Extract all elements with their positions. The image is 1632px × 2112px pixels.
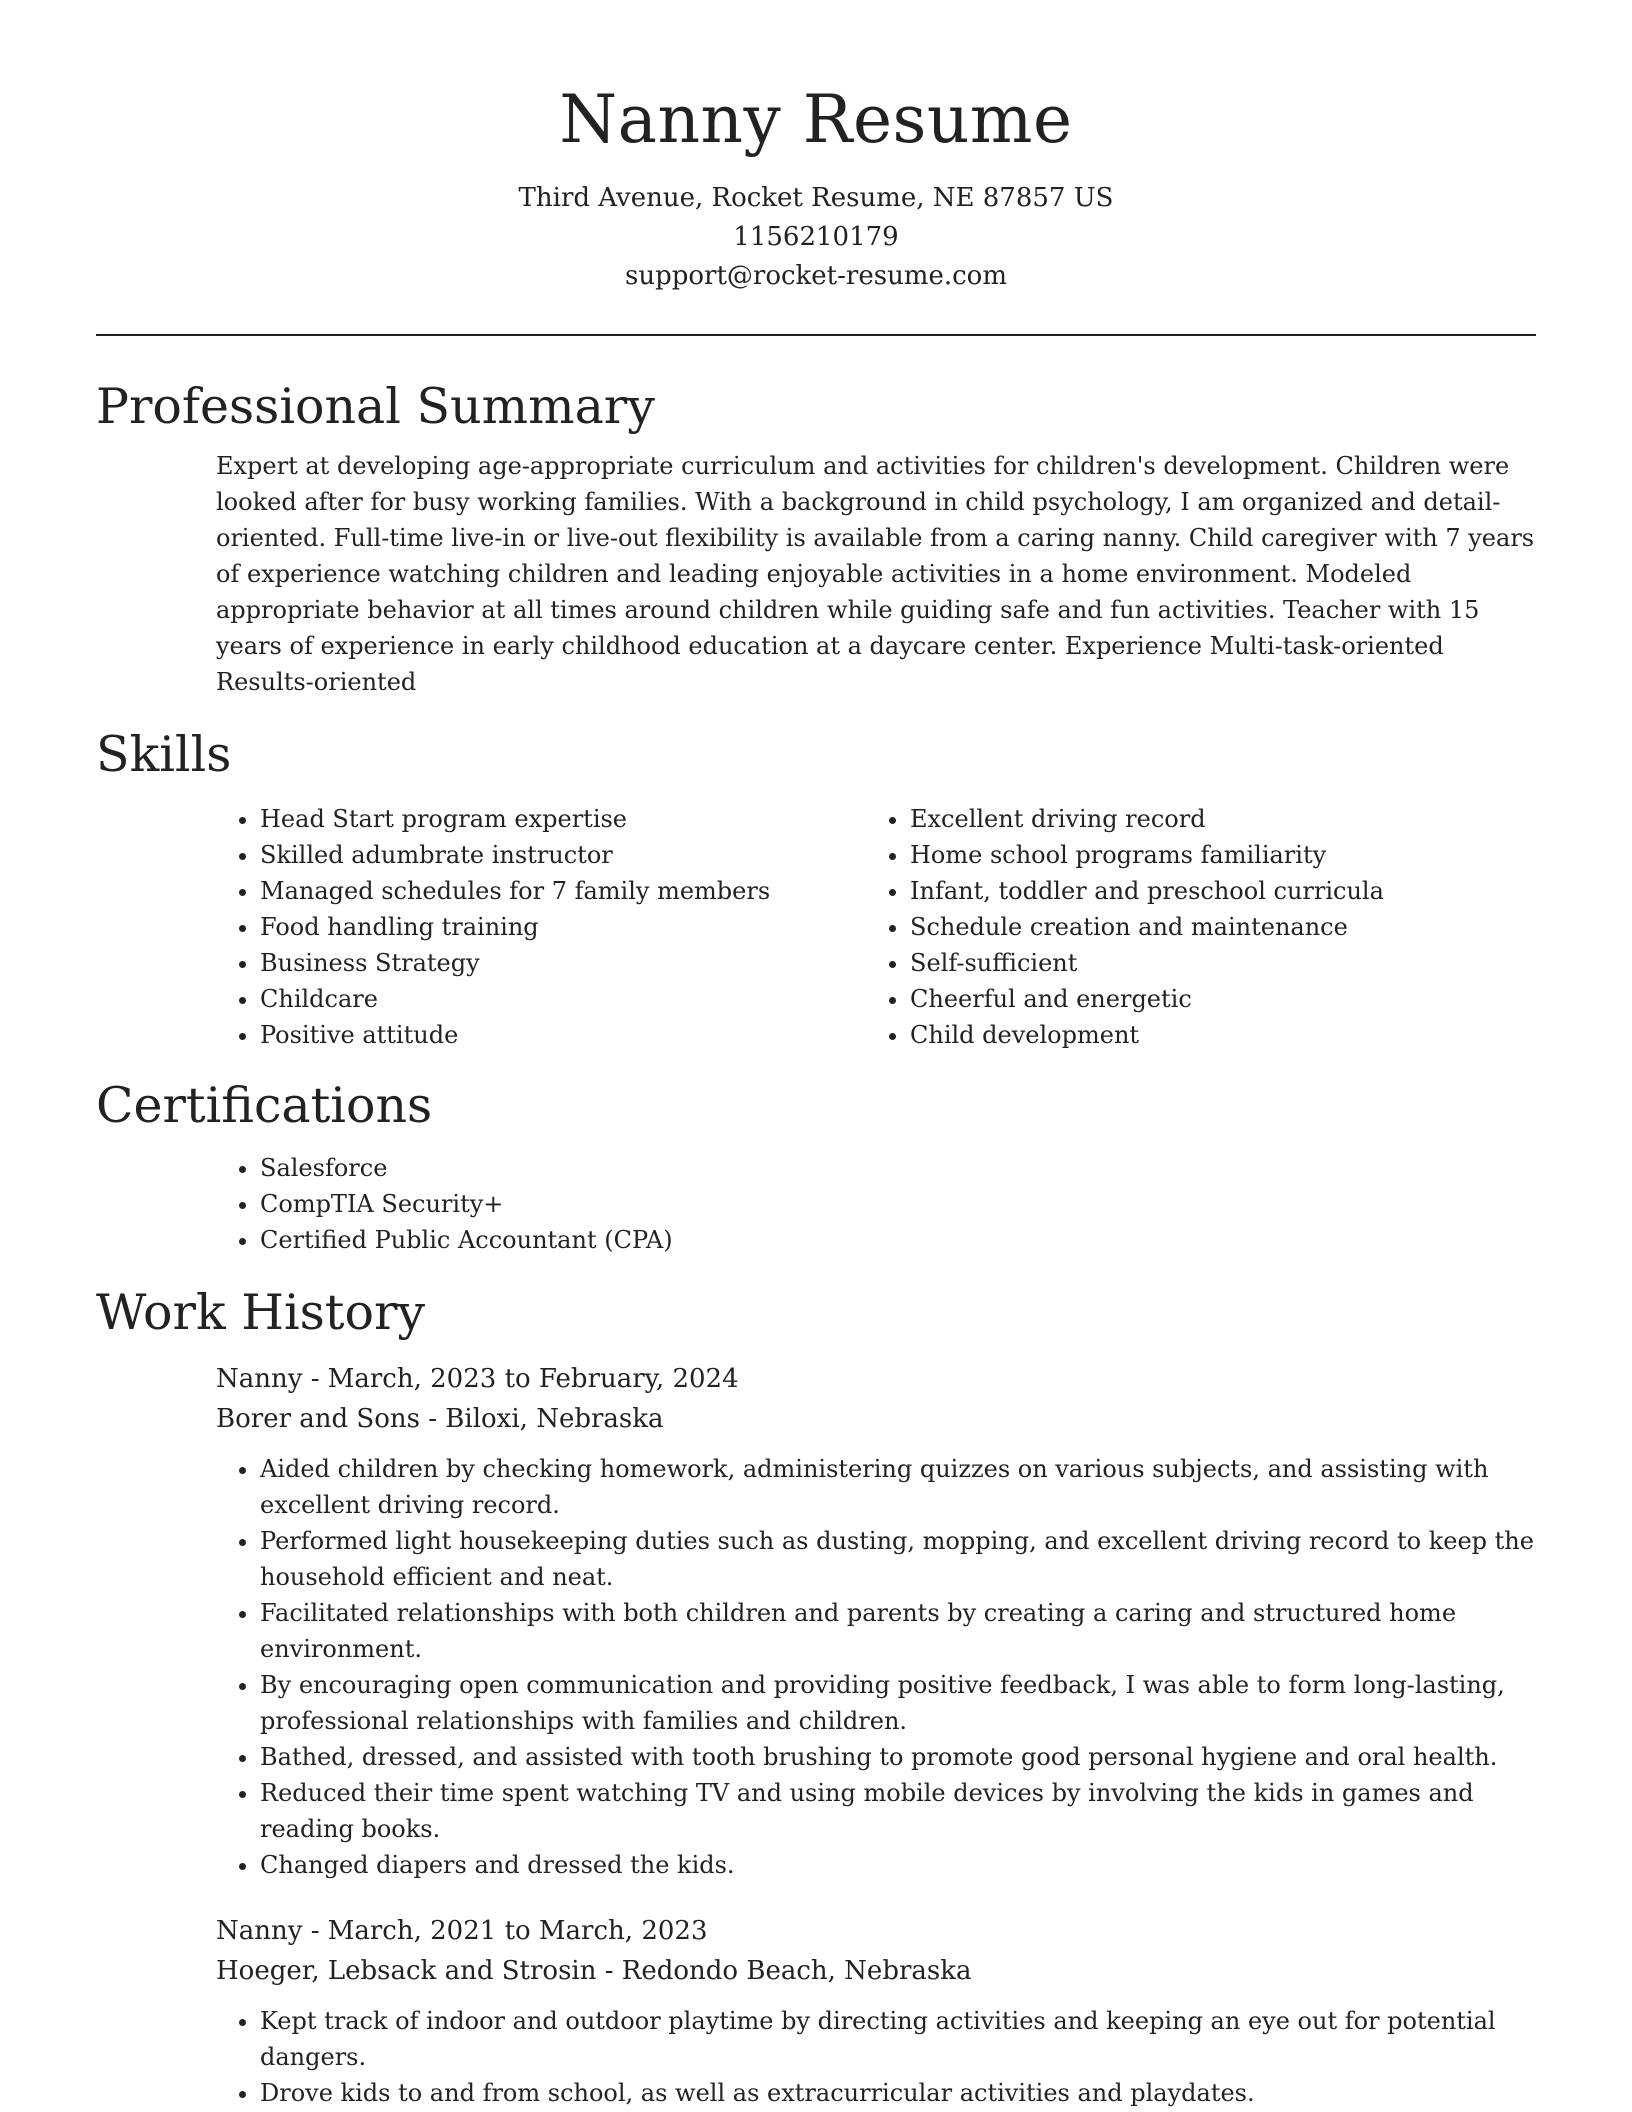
certifications-list-wrap <box>216 1150 1536 1258</box>
skills-column-right <box>866 801 1516 1053</box>
certifications-section <box>96 1077 1536 1258</box>
job-duty: • Drove kids to and from school, as well as extracurricular activities and playdates. <box>260 2075 1536 2111</box>
skills-grid <box>216 801 1536 1053</box>
job-duty: • By encouraging open communication and providing positive feedback, I was able to form long-lasting, professional relationships with families and children. <box>260 1667 1536 1739</box>
contact-address: Third Avenue, Rocket Resume, NE 87857 US <box>518 182 1114 213</box>
job-duties-list <box>216 1451 1536 1883</box>
job-entry <box>216 1359 1536 1883</box>
skill-item: • Cheerful and energetic <box>910 981 1516 1017</box>
job-duty: • Kept track of indoor and outdoor playtime by directing activities and keeping an eye out for potential dangers. <box>260 2003 1536 2075</box>
skills-heading: Skills <box>96 726 232 784</box>
skill-item: • Self-sufficient <box>910 945 1516 981</box>
skills-list-left <box>216 801 866 1053</box>
skills-list-right <box>866 801 1516 1053</box>
resume-name: Nanny Resume <box>559 81 1073 158</box>
summary-section <box>96 378 1536 701</box>
job-duty: • Facilitated relationships with both children and parents by creating a caring and structured home environment. <box>260 1595 1536 1667</box>
work-history-heading: Work History <box>96 1283 426 1341</box>
work-history-section <box>96 1284 1536 2111</box>
skill-item: • Managed schedules for 7 family members <box>260 873 866 909</box>
job-duty: • Reduced their time spent watching TV and using mobile devices by involving the kids in games and reading books. <box>260 1775 1536 1847</box>
skill-item: • Child development <box>910 1017 1516 1053</box>
certification-item: • CompTIA Security+ <box>260 1186 1536 1222</box>
job-company: Borer and Sons - Biloxi, Nebraska <box>216 1403 664 1434</box>
skill-item: • Positive attitude <box>260 1017 866 1053</box>
resume-header <box>0 0 1632 296</box>
summary-text: Expert at developing age-appropriate curriculum and activities for children's development. Children were looked after for busy working families. With a background in child psychology, I am organized and detail-oriented. Full-time live-in or live-out flexibility is available from a caring nanny. Child caregiver with 7 years of experience watching children and leading enjoyable activities in a home environment. Modeled appropriate behavior at all times around children while guiding safe and fun activities. Teacher with 15 years of experience in early childhood education at a daycare center. Experience Multi-task-oriented Results-oriented <box>216 452 1535 697</box>
header-divider <box>96 334 1536 336</box>
job-duty: • Performed light housekeeping duties such as dusting, mopping, and excellent driving record to keep the household efficient and neat. <box>260 1523 1536 1595</box>
job-duty: • Changed diapers and dressed the kids. <box>260 1847 1536 1883</box>
skill-item: • Home school programs familiarity <box>910 837 1516 873</box>
certification-item: • Certified Public Accountant (CPA) <box>260 1222 1536 1258</box>
job-duties-list <box>216 2003 1536 2111</box>
summary-heading: Professional Summary <box>96 377 655 435</box>
skill-item: • Schedule creation and maintenance <box>910 909 1516 945</box>
job-role: Nanny - March, 2023 to February, 2024 <box>216 1363 739 1394</box>
certification-item: • Salesforce <box>260 1150 1536 1186</box>
skill-item: • Business Strategy <box>260 945 866 981</box>
job-company: Hoeger, Lebsack and Strosin - Redondo Beach, Nebraska <box>216 1955 972 1986</box>
job-role: Nanny - March, 2021 to March, 2023 <box>216 1915 708 1946</box>
contact-phone: 1156210179 <box>733 221 899 252</box>
skill-item: • Food handling training <box>260 909 866 945</box>
certifications-list <box>216 1150 1536 1258</box>
job-entry <box>216 1911 1536 2111</box>
skill-item: • Skilled adumbrate instructor <box>260 837 866 873</box>
skill-item: • Childcare <box>260 981 866 1017</box>
skill-item: • Excellent driving record <box>910 801 1516 837</box>
job-duty: • Bathed, dressed, and assisted with tooth brushing to promote good personal hygiene and oral health. <box>260 1739 1536 1775</box>
skill-item: • Infant, toddler and preschool curricula <box>910 873 1516 909</box>
contact-email: support@rocket-resume.com <box>624 260 1007 291</box>
certifications-heading: Certifications <box>96 1077 433 1135</box>
skill-item: • Head Start program expertise <box>260 801 866 837</box>
skills-section <box>96 726 1536 1053</box>
skills-column-left <box>216 801 866 1053</box>
job-duty: • Aided children by checking homework, administering quizzes on various subjects, and assisting with excellent driving record. <box>260 1451 1536 1523</box>
